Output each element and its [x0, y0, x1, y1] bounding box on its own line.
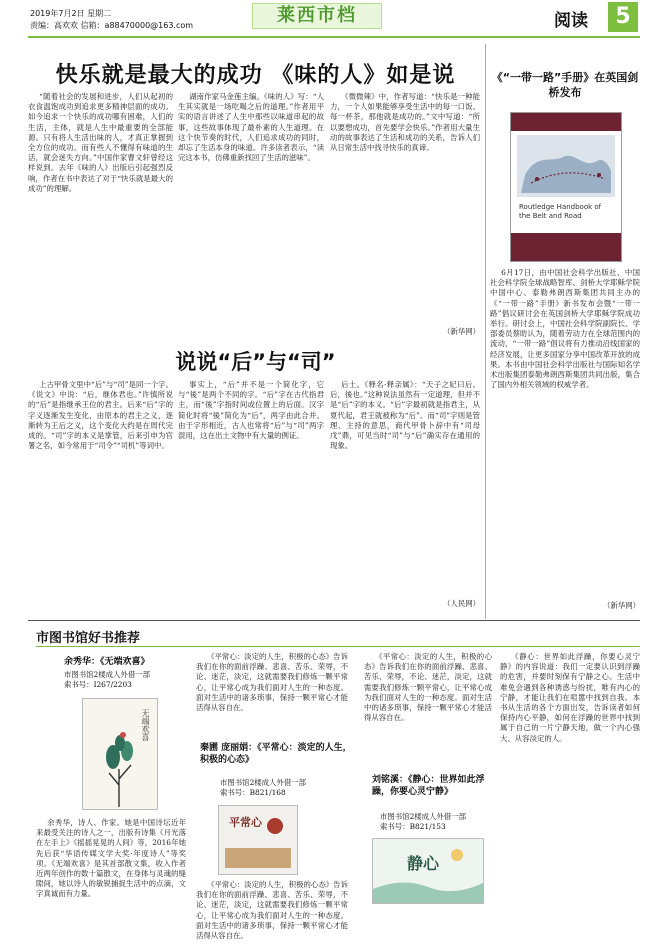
header-divider	[28, 36, 640, 38]
section-divider	[28, 620, 640, 621]
book1-heading: 余秀华：《无端欢喜》	[64, 657, 150, 667]
book-cover-art	[511, 113, 621, 261]
book1-cover-title: 无端欢喜	[141, 709, 150, 741]
article1-credit: （新华网）	[443, 327, 480, 336]
article2-column-1	[28, 380, 173, 610]
book3-heading: 刘铭溪：《静心：世界如此浮躁，你要心灵宁静》	[372, 775, 485, 797]
page-number: 5	[608, 2, 638, 32]
book-cover-image	[510, 112, 622, 262]
issue-date: 2019年7月2日 星期二	[30, 9, 112, 18]
book3-text-lead: 《平常心：淡定的人生，积极的心态》告诉我们在你的面前浮躁、悲喜、苦乐、荣辱，不论、迷茫，淡定，这就需要我们修炼一颗平常心，让平常心成为我们面对人生的一种态度。面对生活中的诸多琐事，保持一颗平常心才能活得从容自在。	[196, 652, 348, 713]
book3-cover	[372, 838, 484, 904]
book2-cover	[218, 805, 298, 875]
book-cover-title: Routledge Handbook of the Belt and Road	[519, 203, 602, 220]
article2-title: 说说“后”与“司”	[175, 350, 336, 374]
article2-credit: （人民网）	[443, 599, 480, 608]
book1-text-column	[36, 818, 186, 942]
article1-text-3: 《微微辣》中，作者写道：“快乐是一种能力，一个人如果能够享受生活中的每一口饭、每一杯茶，那他就是成功的。”文中写道：“所以要想成功，首先要学会快乐。”作者用大量生动的故事表达了生活和成功的关系，告诉人们从日常生活中找寻快乐的真谛。	[330, 92, 480, 153]
article3-column	[490, 268, 640, 594]
article3-text: 6月17日，由中国社会科学出版社、中国社会科学院全球战略智库、剑桥大学耶稣学院中国中心、泰勒弗朗西斯集团共同主办的《“一带一路”手册》新书发布会暨“一带一路”倡议研讨会在英国剑桥大学耶稣学院成功举行。研讨会上，中国社会科学院副院长、学部委员蔡昉认为，随着劳动力在全球范围内的流动，“一带一路”倡议将有力推动沿线国家的经济发展，让更多国家分享中国改革开放的成果。本书由中国社会科学出版社与国际知名学术出版集团泰勒弗朗西斯集团共同出版，集合了国内外相关领域的权威学者。	[490, 268, 640, 390]
article3-credit: （新华网）	[603, 601, 640, 610]
book1-cover	[82, 698, 158, 810]
recommend-section-rule	[36, 646, 640, 647]
book3-text-column-top	[364, 652, 492, 762]
column-divider	[485, 44, 486, 619]
article2-text-3: 后土。《释名·释亲属》：“天子之妃曰后。后，後也。”这种说法虽然有一定道理，但并不是“后”字的本义。“后”字最初就是指君主，从夏代起，君王就被称为“后”。而“司”字则是管理、主持的意思，商代甲骨卜辞中有“司母戊”鼎，可见当时“司”与“后”确实存在通用的现象。	[330, 380, 480, 451]
book2-call-number: 索书号：B821/168	[220, 788, 286, 797]
section-name: 阅读	[554, 11, 588, 31]
editor-info: 责编：高欢欢 信箱：a88470000@163.com	[30, 21, 194, 30]
article1-text-1: “随着社会的发展和进步，人们从起初的衣食温饱成功到追求更多精神层面的成功。如今追求一个快乐的成功哪有困难，人们的生活，主体，就是人生中最重要的全部能源。只有将人生活出味的人，才真正掌握到全方位的成功。而有些人不懂得有味道的生活，就会迷失方向。”中国作家曹文轩曾经这样说到。去年《味的人》出版后引起强烈反响，作者在书中表达了对于“快乐就是最大的成功”的理解。	[28, 92, 173, 193]
article1-title: 快乐就是最大的成功 《味的人》如是说	[55, 63, 456, 88]
book1-call-number: 索书号：I267/2203	[64, 680, 132, 689]
page-header	[0, 0, 649, 42]
book2-heading: 秦圃 庞丽娟：《平常心：淡定的人生，积极的心态》	[200, 743, 352, 765]
article1-column-2	[178, 92, 324, 339]
article2-text-2: 事实上，“后”并不是一个简化字，它与“後”是两个不同的字。“后”字在古代指君主，而“後”字指时间或位置上的后面。汉字简化时将“後”简化为“后”，两字由此合并。由于字形相近，古人也常将“后”与“司”两字混用，这在出土文物中有大量的例证。	[178, 380, 324, 441]
book3-text: 《静心：世界如此浮躁，你要心灵宁静》的内容说道：我们一定要认识到浮躁的危害，并要时刻保有宁静之心。生活中难免会遇到各种诱惑与纷扰，唯有内心的宁静，才能让我们在喧嚣中找到自我。本书从生活的各个方面出发，告诉读者如何保持内心平静，如何在浮躁的世界中找到属于自己的一片宁静天地，做一个内心强大、从容淡定的人。	[500, 652, 640, 743]
book2-cover-title: 平常心	[229, 816, 262, 829]
book3-location: 市图书馆2楼成人外借一部	[380, 812, 467, 821]
article2-column-2	[178, 380, 324, 610]
book1-location: 市图书馆2楼成人外借一部	[64, 670, 151, 679]
newspaper-logo: 莱西市档	[252, 3, 382, 29]
article1-column-1	[28, 92, 173, 339]
book3-cover-title: 静心	[407, 854, 440, 873]
article3-title: 《“一带一路”手册》在英国剑桥发布	[491, 71, 639, 99]
article1-text-2: 湖南作家马金莲主编。《味的人》写：“人生其实就是一场吃喝之后的道理。”作者用平实的语言讲述了人生中那些以味道串起的故事，这些故事体现了最朴素的人生道理。在这个快节奏的时代，人们追求成功的同时，却忘了生活本身的味道。许多读者表示，“读完这本书，仿佛重新找回了生活的滋味”。	[178, 92, 324, 163]
book3-text-top: 《平常心：淡定的人生，积极的心态》告诉我们在你的面前浮躁、悲喜、苦乐、荣辱，不论、迷茫，淡定，这就需要我们修炼一颗平常心，让平常心成为我们面对人生的一种态度。面对生活中的诸多琐事，保持一颗平常心才能活得从容自在。	[364, 652, 492, 723]
book2-location: 市图书馆2楼成人外借一部	[220, 778, 307, 787]
recommend-section-title: 市图书馆好书推荐	[36, 631, 141, 646]
book1-text: 余秀华，诗人、作家。她是中国诗坛近年来最受关注的诗人之一，出版有诗集《月光落在左手上》《摇摇晃晃的人间》等，2016年她先后获“华语传媒文学大奖·年度诗人”等奖项。《无端欢喜》是其首部散文集，收入作者近两年创作的数十篇散文，在身体与灵魂的缝隙间，她以诗人的敏锐捕捉生活中的点滴，文字真诚而有力量。	[36, 818, 186, 899]
book3-text-column	[500, 652, 640, 942]
book1-text-continuation	[196, 652, 348, 734]
book2-text-column	[196, 880, 348, 942]
book3-call-number: 索书号：B821/153	[380, 822, 446, 831]
article1-column-3	[330, 92, 480, 320]
article2-column-3	[330, 380, 480, 592]
header-info	[30, 8, 193, 32]
book2-text: 《平常心：淡定的人生，积极的心态》告诉我们在你的面前浮躁、悲喜、苦乐、荣辱，不论、迷茫，淡定，这就需要我们修炼一颗平常心，让平常心成为我们面对人生的一种态度。面对生活中的诸多琐事，保持一颗平常心才能活得从容自在。	[196, 880, 348, 941]
article2-text-1: 上古甲骨文里中“后”与“司”是同一个字。《说文》中说：“后，继体君也。”许慎所说的“后”是指继承王位的君主。后来“后”字的字义逐渐发生变化，由原本的君主之义，逐渐转为王后之义，这个变化大约是在周代完成的。“司”字的本义是掌管，后来引申为官署之名，如今常用于“司令”“司机”等词中。	[28, 380, 173, 451]
